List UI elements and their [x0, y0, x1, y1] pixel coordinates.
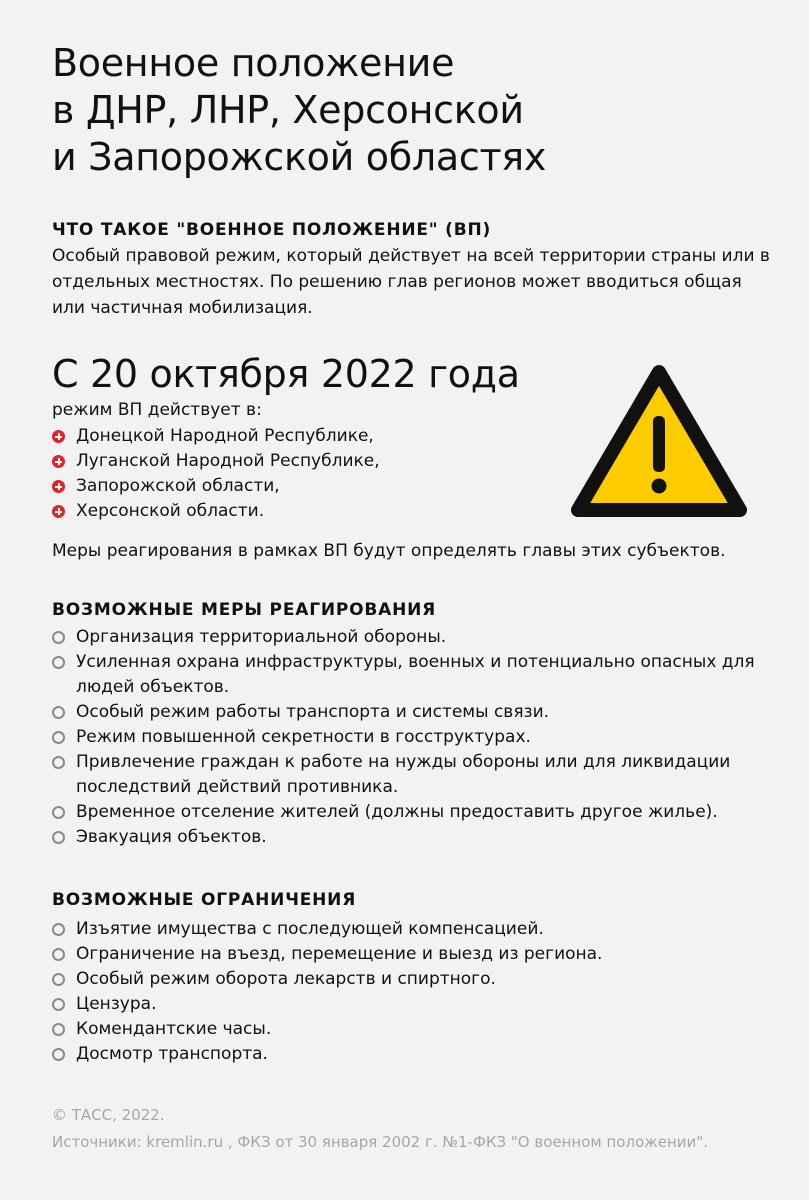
restriction-text: Комендантские часы.: [76, 1019, 272, 1039]
circle-bullet-icon: [52, 706, 65, 719]
since-subtitle: режим ВП действует в:: [52, 400, 262, 420]
plus-bullet-icon: [52, 430, 65, 443]
restriction-text: Ограничение на въезд, перемещение и выезд из региона.: [76, 944, 603, 964]
measures-list: [52, 625, 782, 850]
plus-bullet-icon: [52, 455, 65, 468]
circle-bullet-icon: [52, 948, 65, 961]
measure-text: Режим повышенной секретности в госструктурах.: [76, 727, 531, 747]
measure-text: Организация территориальной обороны.: [76, 627, 447, 647]
measure-text: Привлечение граждан к работе на нужды обороны или для ликвидации последствий действий противника.: [76, 752, 731, 797]
measures-heading: ВОЗМОЖНЫЕ МЕРЫ РЕАГИРОВАНИЯ: [52, 600, 437, 620]
title-line-2: в ДНР, ЛНР, Херсонской: [52, 88, 524, 132]
circle-bullet-icon: [52, 1048, 65, 1061]
circle-bullet-icon: [52, 656, 65, 669]
measure-text: Эвакуация объектов.: [76, 827, 267, 847]
list-item: [52, 625, 782, 650]
list-item: [52, 700, 782, 725]
copyright: © ТАСС, 2022.: [52, 1106, 165, 1124]
circle-bullet-icon: [52, 756, 65, 769]
list-item: [52, 917, 782, 942]
plus-bullet-icon: [52, 505, 65, 518]
circle-bullet-icon: [52, 973, 65, 986]
circle-bullet-icon: [52, 731, 65, 744]
plus-bullet-icon: [52, 480, 65, 493]
measure-text: Усиленная охрана инфраструктуры, военных и потенциально опасных для людей объектов.: [76, 652, 755, 697]
title-line-3: и Запорожской областях: [52, 135, 547, 179]
circle-bullet-icon: [52, 1023, 65, 1036]
region-text: Херсонской области.: [76, 501, 265, 521]
what-is-heading: ЧТО ТАКОЕ "ВОЕННОЕ ПОЛОЖЕНИЕ" (ВП): [52, 220, 492, 240]
list-item: [52, 825, 782, 850]
warning-triangle-icon: [570, 362, 748, 518]
restrictions-list: [52, 917, 782, 1067]
region-text: Донецкой Народной Республике,: [76, 426, 374, 446]
region-text: Запорожской области,: [76, 476, 280, 496]
list-item: [52, 942, 782, 967]
restriction-text: Особый режим оборота лекарств и спиртного.: [76, 969, 496, 989]
list-item: [52, 1017, 782, 1042]
circle-bullet-icon: [52, 998, 65, 1011]
list-item: [52, 725, 782, 750]
circle-bullet-icon: [52, 631, 65, 644]
title-line-1: Военное положение: [52, 41, 455, 85]
measure-text: Особый режим работы транспорта и системы связи.: [76, 702, 550, 722]
list-item: [52, 992, 782, 1017]
restriction-text: Изъятие имущества с последующей компенсацией.: [76, 919, 544, 939]
circle-bullet-icon: [52, 831, 65, 844]
since-date-heading: С 20 октября 2022 года: [52, 352, 520, 396]
list-item: [52, 750, 782, 800]
list-item: [52, 967, 782, 992]
circle-bullet-icon: [52, 806, 65, 819]
page-title: [52, 40, 692, 181]
measure-text: Временное отселение жителей (должны предоставить другое жилье).: [76, 802, 718, 822]
list-item: [52, 800, 782, 825]
list-item: [52, 1042, 782, 1067]
sources: Источники: kremlin.ru , ФКЗ от 30 января 2002 г. №1-ФКЗ "О военном положении".: [52, 1133, 708, 1151]
circle-bullet-icon: [52, 923, 65, 936]
what-is-text: Особый правовой режим, который действует на всей территории страны или в отдельных местностях. По решению глав регионов может вводиться общая или частичная мобилизация.: [52, 246, 770, 318]
region-text: Луганской Народной Республике,: [76, 451, 380, 471]
list-item: [52, 650, 782, 700]
since-note: Меры реагирования в рамках ВП будут определять главы этих субъектов.: [52, 541, 726, 561]
restriction-text: Досмотр транспорта.: [76, 1044, 268, 1064]
restrictions-heading: ВОЗМОЖНЫЕ ОГРАНИЧЕНИЯ: [52, 890, 357, 910]
restriction-text: Цензура.: [76, 994, 157, 1014]
